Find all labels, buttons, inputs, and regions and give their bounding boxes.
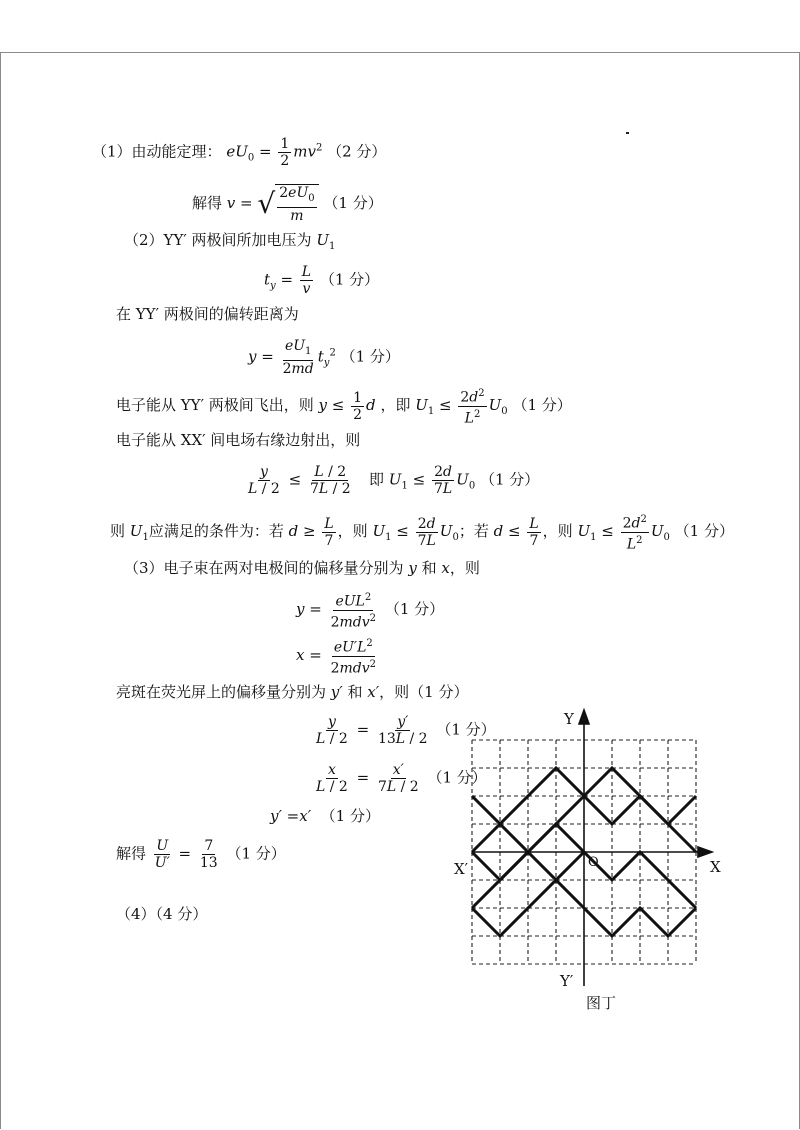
part2-fly-line: 电子能从 YY′ 两极间飞出，则 y ≤ $\frac{1}{2}$ d ，即 $U_1$ ≤ $\frac{2d^2}{L^2}$ $U_0$ （1 分） [116, 388, 572, 427]
figure-caption: 图丁 [586, 994, 617, 1012]
part2-ty-line: $t_y$ = $\frac{L}{v}$ （1 分） [264, 264, 380, 297]
part2-cond-sep: ；若 [458, 522, 489, 541]
part3-score-r1: （1 分） [436, 720, 496, 739]
part1-solve-line: 解得 v = √ $\frac{2eU_0}{m}$ （1 分） [192, 185, 383, 224]
yprime-axis-label: Y′ [560, 972, 574, 990]
part1-score-a: （2 分） [327, 142, 387, 161]
part3-screen-line: 亮斑在荧光屏上的偏移量分别为 y′ 和 x′，则（1 分） [116, 683, 469, 701]
part2-cond-prefix: 则 [110, 522, 126, 541]
part2-fly-text: 电子能从 YY′ 两极间飞出，则 [116, 396, 314, 415]
part3-score-solve: （1 分） [226, 844, 286, 863]
part3-solve-line: 解得 $\frac{U}{U'}$ = $\frac{7}{13}$ （1 分） [116, 838, 286, 871]
axes [472, 710, 712, 986]
part2-xx-text: 电子能从 XX′ 间电场右缘边射出，则 [116, 431, 361, 449]
part2-score-y: （1 分） [340, 347, 400, 366]
part2-score-ty: （1 分） [319, 270, 380, 289]
part1-line: （1）由动能定理： $eU_0$ = $\frac{1}{2}$ $mv^2$ （2 分） [92, 136, 387, 169]
part3-score-eq: （1 分） [320, 807, 380, 825]
part3-solve-label: 解得 [116, 844, 147, 863]
part3-eq-line: y′ =x′ （1 分） [270, 807, 380, 825]
stray-mark [626, 132, 629, 134]
part3-ratio-y: $\frac{y}{L / 2}$ = $\frac{y'}{13L / 2}$ （1 分） [316, 714, 496, 747]
part2-cond-then2: ，则 [542, 522, 573, 541]
part2-intro-line: （2）YY′ 两极间所加电压为 $U_1$ [124, 231, 336, 252]
x-axis-arrow [698, 847, 712, 857]
origin-label: O [588, 855, 599, 870]
y-axis-arrow [579, 710, 589, 724]
part2-deflect-intro: 在 YY′ 两极间的偏转距离为 [116, 305, 299, 323]
part3-screen-text: 亮斑在荧光屏上的偏移量分别为 [116, 683, 327, 701]
part2-ie2: 即 [369, 470, 385, 489]
part2-score-fly: （1 分） [512, 396, 572, 415]
part3-y-line: y = $\frac{eUL^2}{2mdv^2}$ （1 分） [296, 592, 445, 631]
part3-intro-line: （3）电子束在两对电极间的偏移量分别为 y 和 x，则 [124, 559, 480, 577]
part4-label: （4）（4 分） [116, 905, 208, 923]
part1-score-b: （1 分） [323, 193, 383, 212]
part3-x-line: x = $\frac{eU'L^2}{2mdv^2}$ [296, 638, 377, 677]
part2-xx-line: $\frac{y}{L / 2}$ ≤ $\frac{L / 2}{7L / 2}$ 即 $U_1$ ≤ $\frac{2d}{7L}$ $U_0$ （1 分） [248, 464, 540, 497]
part2-score-xx: （1 分） [479, 470, 540, 489]
part3-intro-end: ，则 [449, 559, 480, 577]
figure-ding [448, 704, 738, 1024]
x-axis-label: X [710, 858, 721, 876]
part2-ie: ，即 [380, 396, 411, 415]
part2-y-line: y = $\frac{eU_1}{2md}$ $t_y^2$ （1 分） [248, 338, 400, 377]
part2-cond-then: ，则 [337, 522, 368, 541]
xprime-axis-label: X′ [454, 860, 469, 878]
part3-score-y: （1 分） [384, 600, 445, 619]
part3-screen-end: ，则（1 分） [379, 683, 469, 701]
part2-cond-line: 则 $U_1$应满足的条件为：若 d ≥ $\frac{L}{7}$ ，则 $U_1$ ≤ $\frac{2d}{7L}$ $U_0$；若 d ≤ $\frac{L}{7}$ ，则 $U_1$ ≤ $\frac{2d^2}{L^2}$ $U_0$ （1 分） [110, 514, 734, 553]
part3-ratio-x: $\frac{x}{L / 2}$ = $\frac{x'}{7L / 2}$ （1 分） [316, 762, 487, 795]
part2-score-cond: （1 分） [674, 522, 734, 541]
part1-title: （1）由动能定理： [92, 142, 222, 161]
part3-score-r2: （1 分） [427, 768, 487, 787]
part3-intro: （3）电子束在两对电极间的偏移量分别为 [124, 559, 404, 577]
part1-solve-label: 解得 [192, 193, 223, 212]
part3-intro-and: 和 [421, 559, 437, 577]
part3-screen-and: 和 [347, 683, 363, 701]
y-axis-label: Y [564, 710, 574, 728]
part2-cond-mid: 应满足的条件为：若 [148, 522, 284, 541]
part2-intro: （2）YY′ 两极间所加电压为 [124, 231, 312, 249]
